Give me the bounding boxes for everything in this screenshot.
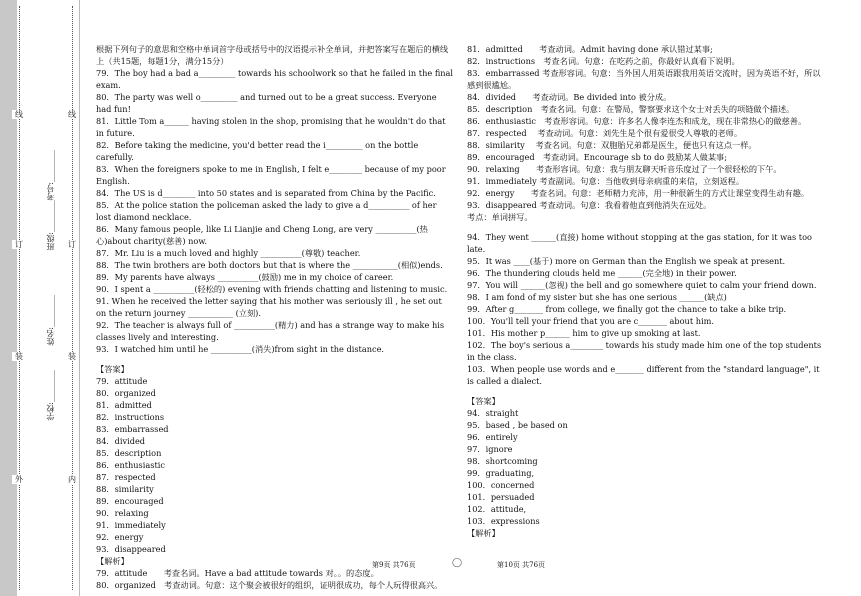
question-list — [467, 231, 827, 387]
answer-item: 92．energy — [96, 532, 144, 542]
answer-item: 103．expressions — [467, 516, 540, 526]
question-item: 103．When people use words and e_______ different from the "standard language", it is called a dialect. — [467, 364, 823, 386]
question-item: 88．The twin brothers are both doctors but that is where the ___________(相似)ends. — [96, 260, 443, 270]
inner-ding-char: 订 — [65, 240, 79, 249]
analysis-item: 93．disappeared 考查动词。句意：我看着他直到他消失在远处。 — [467, 200, 712, 210]
analysis-item: 88．similarity 考查名词。句意：双胞胎兄弟都是医生，便也只有这点一样。 — [467, 140, 757, 150]
question-item: 79．The boy had a bad a_________ towards his schoolwork so that he failed in the final exam. — [96, 68, 456, 90]
answer-item: 98．shortcoming — [467, 456, 538, 466]
answer-item: 79．attitude — [96, 376, 148, 386]
analysis-item: 84．divided 考查动词。Be divided into 被分成。 — [467, 92, 672, 102]
left-column — [96, 43, 454, 591]
answer-heading: 【答案】 — [467, 396, 500, 406]
question-item: 94．They went ______(直接) home without stopping at the gas station, for it was too late. — [467, 232, 815, 254]
analysis-item: 79．attitude 考查名词。Have a bad attitude towards 对。。的态度。 — [96, 568, 379, 578]
analysis-item: 89．encouraged 考查动词。Encourage sb to do 鼓励某人做某事; — [467, 152, 727, 162]
answer-item: 86．enthusiastic — [96, 460, 165, 470]
outer-line-char: 线 — [12, 110, 26, 119]
question-item: 85．At the police station the policeman asked the lady to give a d__________ of her lost diamond necklace. — [96, 200, 440, 222]
question-item: 95．It was ____(基于) more on German than the English we speak at present. — [467, 256, 786, 266]
question-item: 92．The teacher is always full of __________(精力) and has a strange way to make his classes lively and interesting. — [96, 320, 447, 342]
answer-item: 101．persuaded — [467, 492, 535, 502]
inner-nei-char: 内 — [65, 475, 79, 484]
question-item: 90．I spent a __________(轻松的) evening with friends chatting and listening to music. — [96, 284, 448, 294]
analysis-list — [467, 43, 827, 211]
answer-item: 102．attitude, — [467, 504, 527, 514]
question-item: 89．My parents have always __________(鼓励) me in my choice of career. — [96, 272, 394, 282]
question-item: 87．Mr. Liu is a much loved and highly __________(尊敬) teacher. — [96, 248, 361, 258]
question-item: 80．The party was well o_________ and turned out to be a great success. Everyone had fun! — [96, 92, 440, 114]
question-item: 100．You'll tell your friend that you are c_______ about him. — [467, 316, 714, 326]
answer-item: 82．instructions — [96, 412, 165, 422]
question-list — [96, 67, 454, 355]
school-field: 学校:________ — [46, 370, 55, 421]
answer-item: 80．organized — [96, 388, 156, 398]
answer-item: 90．relaxing — [96, 508, 149, 518]
instructions: 根据下列句子的意思和空格中单词首字母或括号中的汉语提示补全单词，并把答案写在题后的横线上（共15题，每题1分，满分15分） — [96, 44, 449, 66]
answer-item: 83．embarrassed — [96, 424, 169, 434]
question-item: 96．The thundering clouds held me ______(完全地) in their power. — [467, 268, 737, 278]
answer-heading: 【答案】 — [96, 364, 129, 374]
center-mark: ◯ — [452, 558, 463, 568]
analysis-heading: 【解析】 — [467, 528, 500, 538]
question-item: 81．Little Tom a______ having stolen in the shop, promising that he wouldn't do that in future. — [96, 116, 449, 138]
name-field: 姓名:________ — [46, 295, 55, 346]
test-point: 考点：单词拼写。 — [467, 212, 533, 222]
analysis-item: 82．instructions 考查名词。句意：在吃药之前，你最好认真看下说明。 — [467, 56, 740, 66]
analysis-item: 91．immediately 考查副词。句意：当他收到母亲病重的来信，立刻返程。 — [467, 176, 745, 186]
left-page-number: 第9页 共76页 — [372, 561, 416, 569]
binding-margin — [0, 0, 17, 596]
question-item: 83．When the foreigners spoke to me in English, I felt e________ because of my poor English. — [96, 164, 449, 186]
answer-list — [467, 407, 827, 527]
question-item: 93．I watched him until he __________(消失)from sight in the distance. — [96, 344, 385, 354]
right-page-number: 第10页 共76页 — [497, 561, 546, 569]
question-item: 99．After g_______ from college, we finally got the chance to take a bike trip. — [467, 304, 787, 314]
question-item: 102．The boy's serious a________ towards his study made him one of the top students in the class. — [467, 340, 824, 362]
outer-ding-char: 订 — [12, 240, 26, 249]
answer-item: 97．ignore — [467, 444, 513, 454]
answer-item: 91．immediately — [96, 520, 166, 530]
answer-item: 99．graduating, — [467, 468, 535, 478]
answer-list — [96, 375, 454, 555]
question-item: 84．The US is d________ into 50 states and is separated from China by the Pacific. — [96, 188, 436, 198]
analysis-item: 86．enthusiastic 考查形容词。句意：许多名人像李连杰和成龙，现在非常热心的做慈善。 — [467, 116, 807, 126]
outer-cut-line — [19, 6, 20, 590]
answer-item: 100．concerned — [467, 480, 535, 490]
answer-item: 81．admitted — [96, 400, 152, 410]
question-item: 82．Before taking the medicine, you'd better read the i_________ on the bottle carefully. — [96, 140, 421, 162]
analysis-heading: 【解析】 — [96, 556, 129, 566]
right-column — [467, 43, 827, 539]
analysis-item: 92．energy 考查名词。句意：老师精力充沛，用一种很新生的方式让课堂变得生动有趣。 — [467, 188, 810, 198]
answer-item: 87．respected — [96, 472, 156, 482]
inner-cut-line — [72, 6, 73, 590]
answer-item: 94．straight — [467, 408, 519, 418]
inner-zhuang-char: 装 — [65, 352, 79, 361]
question-item: 97．You will ______(忽视) the bell and go somewhere quiet to calm your friend down. — [467, 280, 817, 290]
question-item: 98．I am fond of my sister but she has one serious ______(缺点) — [467, 292, 727, 302]
answer-item: 95．based , be based on — [467, 420, 568, 430]
outer-wai-char: 外 — [12, 475, 26, 484]
binding-strip — [17, 0, 80, 596]
answer-item: 84．divided — [96, 436, 146, 446]
analysis-item: 83．embarrassed 考查形容词。句意：当外国人用英语跟我用英语交流时，因为英语不好，所以感到很尴尬。 — [467, 68, 821, 90]
question-item: 86．Many famous people, like Li Lianjie and Cheng Long, are very __________(热心)about charity(慈善) now. — [96, 224, 428, 246]
outer-zhuang-char: 装 — [12, 352, 26, 361]
inner-line-char: 线 — [65, 110, 79, 119]
question-item: 91. When he received the letter saying that his mother was seriously ill , he set out on the return journey ___________ (立刻). — [96, 296, 445, 318]
analysis-item: 87．respected 考查动词。句意：刘先生是个很有爱很受人尊敬的老师。 — [467, 128, 743, 138]
exam-number-field: 考号:________ — [46, 150, 55, 201]
answer-item: 96．entirely — [467, 432, 518, 442]
analysis-item: 90．relaxing 考查形容词。句意：我与朋友聊天听音乐度过了一个很轻松的下午。 — [467, 164, 782, 174]
answer-item: 88．similarity — [96, 484, 154, 494]
analysis-item: 80．organized 考查动词。句意：这个聚会被很好的组织，证明很成功，每个人玩得很高兴。 — [96, 580, 443, 590]
analysis-item: 81．admitted 考查动词。Admit having done 承认错过某事; — [467, 44, 713, 54]
question-item: 101．His mother p______ him to give up smoking at last. — [467, 328, 701, 338]
answer-item: 85．description — [96, 448, 162, 458]
answer-item: 89．encouraged — [96, 496, 164, 506]
class-field: 班级:________ — [46, 200, 55, 251]
analysis-item: 85．description 考查名词。句意：在警局，警察要求这个女士对丢失的项链做个描述。 — [467, 104, 795, 114]
answer-item: 93．disappeared — [96, 544, 166, 554]
